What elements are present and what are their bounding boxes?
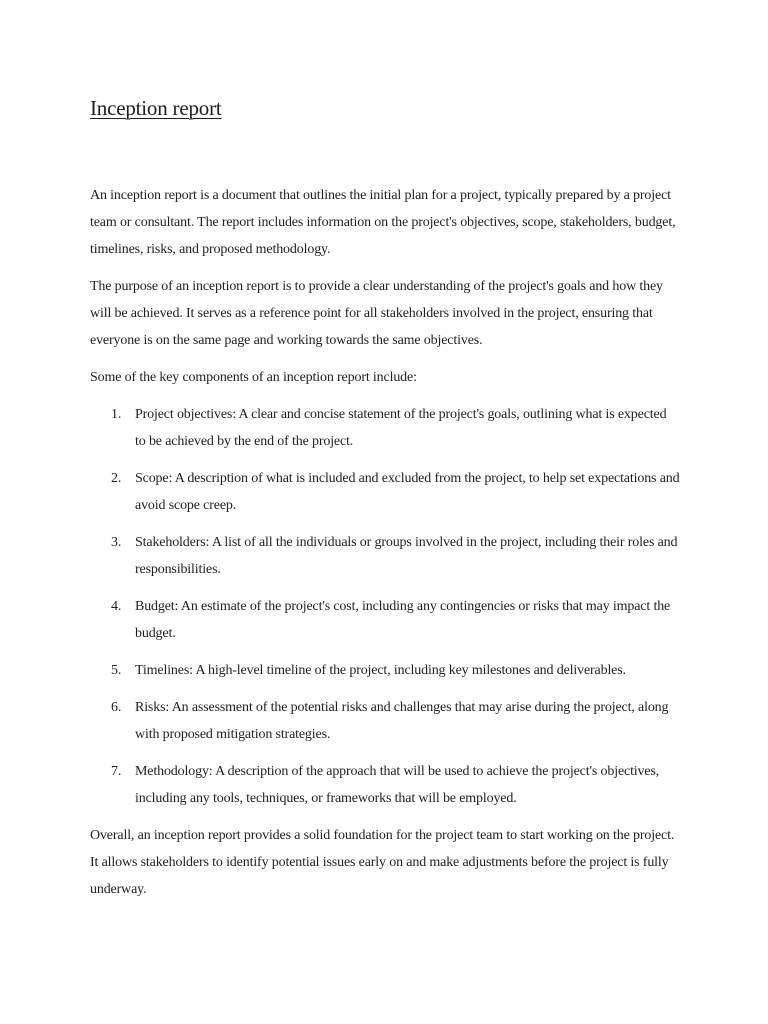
list-item-number: 7.	[111, 764, 122, 779]
list-item-text: Timelines: A high-level timeline of the project, including key milestones and deliverables.	[135, 663, 626, 678]
list-item-number: 3.	[111, 535, 122, 550]
list-item-number: 1.	[111, 407, 122, 422]
list-item-text: Methodology: A description of the approach that will be used to achieve the project's objectives, including any tools, techniques, or frameworks that will be employed.	[135, 764, 660, 806]
list-item-number: 6.	[111, 700, 122, 715]
list-item	[90, 465, 680, 519]
list-item-text: Risks: An assessment of the potential risks and challenges that may arise during the project, along with proposed mitigation strategies.	[135, 700, 669, 742]
document-body	[90, 182, 680, 903]
list-item-number: 4.	[111, 599, 122, 614]
list-item-text: Stakeholders: A list of all the individuals or groups involved in the project, including their roles and responsibilities.	[135, 535, 678, 577]
page-title: Inception report	[90, 96, 222, 120]
list-item-number: 5.	[111, 663, 122, 678]
components-lead-paragraph: Some of the key components of an inception report include:	[90, 370, 417, 385]
list-item	[90, 593, 680, 647]
list-item	[90, 758, 680, 812]
list-item-text: Budget: An estimate of the project's cost, including any contingencies or risks that may impact the budget.	[135, 599, 671, 641]
components-list	[90, 401, 680, 812]
intro-paragraph: An inception report is a document that outlines the initial plan for a project, typically prepared by a project team or consultant. The report includes information on the project's objectives, scope, stakeholders, budget, timelines, risks, and proposed methodology.	[90, 188, 676, 257]
document-content	[90, 92, 680, 913]
list-item-text: Scope: A description of what is included and excluded from the project, to help set expectations and avoid scope creep.	[135, 471, 680, 513]
list-item	[90, 657, 680, 684]
list-item	[90, 694, 680, 748]
list-item	[90, 401, 680, 455]
list-item	[90, 529, 680, 583]
conclusion-paragraph: Overall, an inception report provides a solid foundation for the project team to start working on the project. It allows stakeholders to identify potential issues early on and make adjustments before the project is fully underway.	[90, 828, 675, 897]
list-item-text: Project objectives: A clear and concise statement of the project's goals, outlining what is expected to be achieved by the end of the project.	[135, 407, 667, 449]
list-item-number: 2.	[111, 471, 122, 486]
purpose-paragraph: The purpose of an inception report is to provide a clear understanding of the project's goals and how they will be achieved. It serves as a reference point for all stakeholders involved in the project, ensuring that everyone is on the same page and working towards the same objectives.	[90, 279, 663, 348]
